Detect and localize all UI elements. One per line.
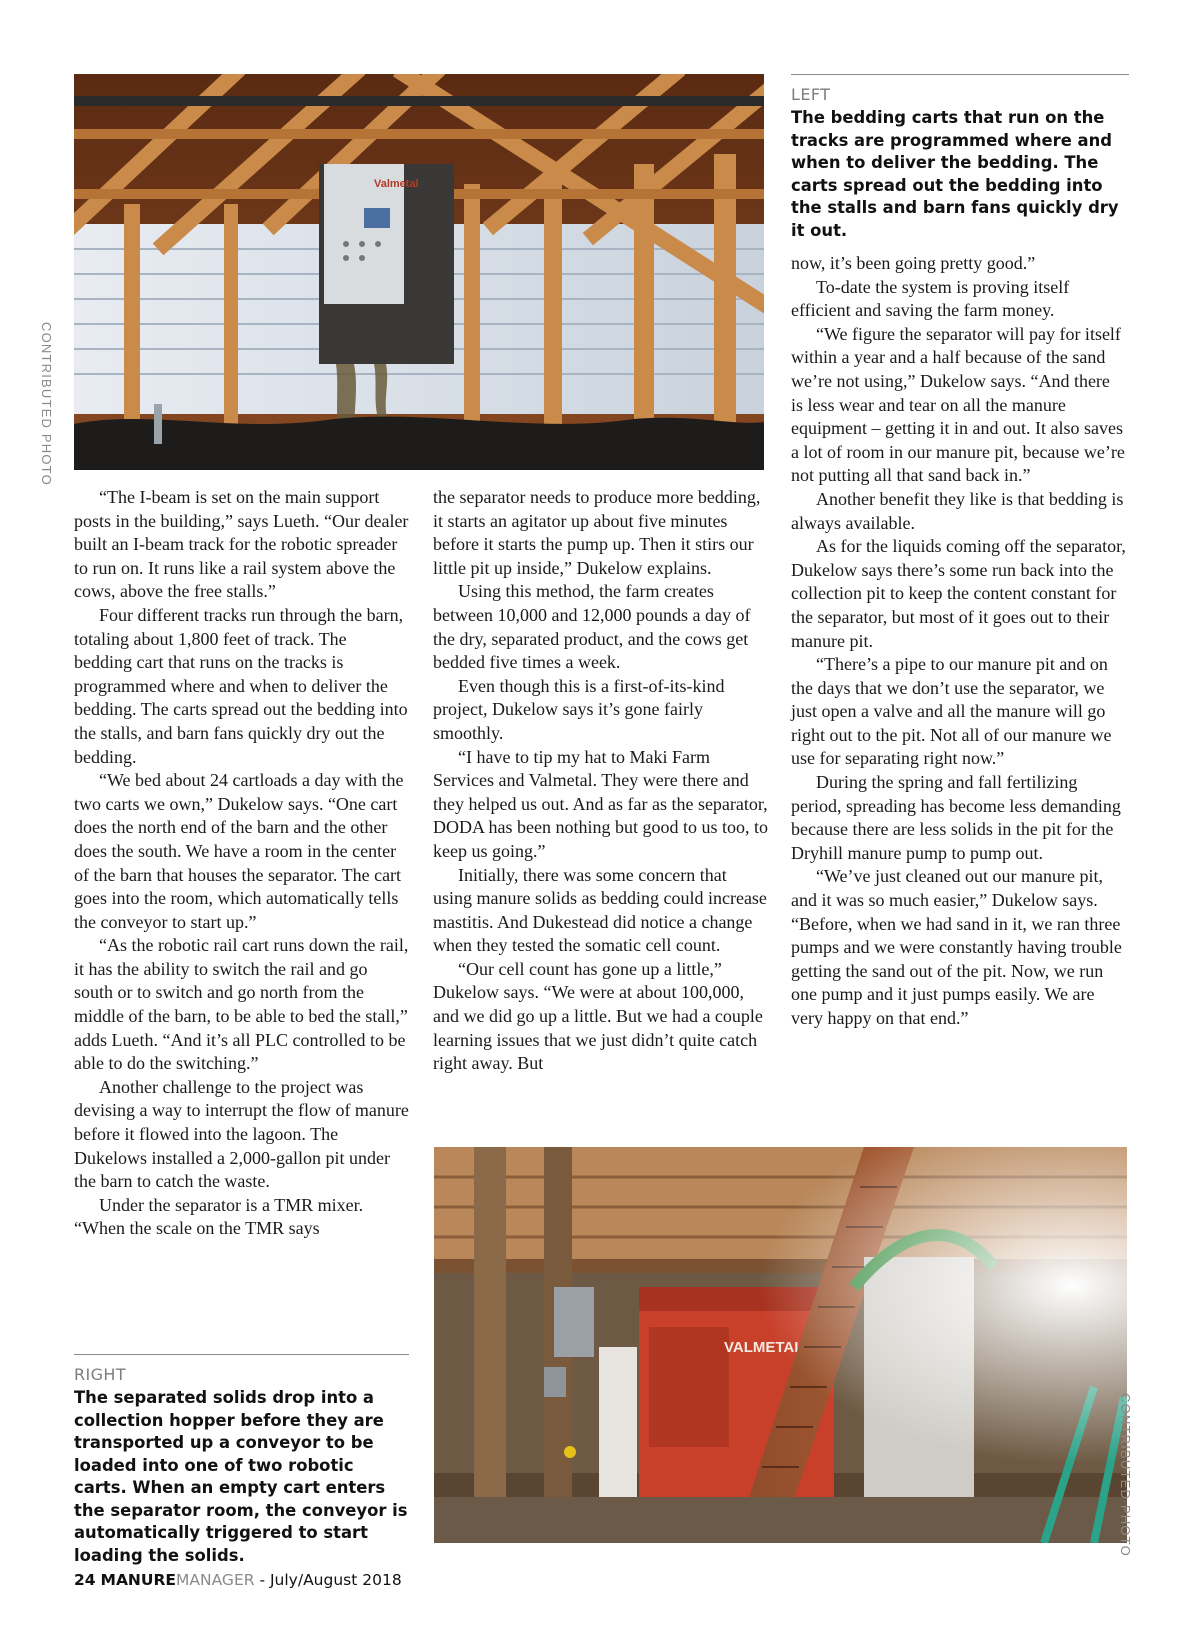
paragraph: Another challenge to the project was devising a way to interrupt the flow of manure before it flowed into the lagoon. The Dukelows installed a 2,000-gallon pit under the barn to catch the waste.	[74, 1076, 409, 1192]
article-column-middle	[433, 486, 768, 1076]
paragraph: During the spring and fall fertilizing period, spreading has become less demanding because there are less solids in the pit for the Dryhill manure pump to pump out.	[791, 772, 1121, 863]
photo-credit-bottom: CONTRIBUTED PHOTO	[1118, 1393, 1133, 1557]
paragraph: “As the robotic rail cart runs down the rail, it has the ability to switch the rail and go south or to switch and go north from the middle of the barn, to be able to bed the stall,” adds Lueth. “And it’s all PLC controlled to be able to do the switching.”	[74, 935, 409, 1074]
page-footer	[74, 1571, 402, 1589]
paragraph: “I have to tip my hat to Maki Farm Services and Valmetal. They were there and they helped us out. And as far as the separator, DODA has been nothing but good to us too, to keep us going.”	[433, 746, 768, 861]
paragraph: “Our cell count has gone up a little,” Dukelow says. “We were at about 100,000, and we did go up a little. But we had a couple learning issues that we just didn’t quite catch right away. But	[433, 958, 763, 1074]
bedding-cart-photo	[74, 74, 764, 470]
article-column-right	[791, 252, 1126, 1031]
page-number: 24	[74, 1571, 96, 1589]
caption-rule	[74, 1354, 409, 1355]
paragraph: As for the liquids coming off the separator, Dukelow says there’s some run back into the collection pit to keep the content constant for the separator, but most of it goes out to their manure pit.	[791, 536, 1126, 651]
paragraph: “We’ve just cleaned out our manure pit, and it was so much easier,” Dukelow says. “Before, when we had sand in it, we ran three pumps and we were constantly having trouble getting the sand out of the pit. Now, we run one pump and it just pumps easily. We are very happy on that end.”	[791, 866, 1122, 1028]
caption-rule	[791, 74, 1129, 75]
caption-label: LEFT	[791, 85, 831, 104]
paragraph: “We bed about 24 cartloads a day with the two carts we own,” Dukelow says. “One cart does the north end of the barn and the other does the south. We have a room in the center of the barn that houses the separator. The cart goes into the room, which automatically tells the conveyor to start up.”	[74, 770, 404, 932]
paragraph: Four different tracks run through the barn, totaling about 1,800 feet of track. The bedding cart that runs on the tracks is programmed where and when to deliver the bedding. The carts spread out the bedding into the stalls, and barn fans quickly dry out the bedding.	[74, 604, 408, 767]
paragraph: To-date the system is proving itself efficient and saving the farm money.	[791, 276, 1070, 321]
paragraph: Another benefit they like is that bedding is always available.	[791, 488, 1124, 533]
paragraph: Using this method, the farm creates between 10,000 and 12,000 pounds a day of the dry, separated product, and the cows get bedded five times a week.	[433, 581, 751, 673]
caption-text: The bedding carts that run on the tracks are programmed where and when to deliver the bedding. The carts spread out the bedding into the stalls and barn fans quickly dry it out.	[791, 108, 1119, 240]
paragraph: Under the separator is a TMR mixer. “When the scale on the TMR says	[74, 1194, 364, 1239]
magazine-name-bold: MANURE	[100, 1571, 177, 1589]
caption-left-photo	[791, 74, 1129, 242]
paragraph: “The I-beam is set on the main support posts in the building,” says Lueth. “Our dealer built an I-beam track for the robotic spreader to run on. It runs like a rail system above the cows, above the free stalls.”	[74, 487, 409, 602]
separator-room-photo	[434, 1147, 1127, 1543]
paragraph: “We figure the separator will pay for itself within a year and a half because of the sand we’re not using,” Dukelow says. “And there is less wear and tear on all the manure equipment – getting it in and out. It also saves a lot of room in our manure pit, because we’re not putting all that sand back in.”	[791, 323, 1125, 486]
cart-brand-mark: Valmetal	[374, 178, 419, 190]
issue-date: - July/August 2018	[259, 1571, 402, 1589]
caption-right-photo	[74, 1354, 409, 1567]
paragraph: Initially, there was some concern that using manure solids as bedding could increase mastitis. And Dukestead did notice a change when they tested the somatic cell count.	[433, 864, 767, 956]
caption-label: RIGHT	[74, 1365, 127, 1384]
photo-credit-top: CONTRIBUTED PHOTO	[39, 322, 54, 486]
magazine-name-light: MANAGER	[176, 1571, 255, 1589]
paragraph: “There’s a pipe to our manure pit and on the days that we don’t use the separator, we just open a valve and all the manure will go right out to the pit. Not all of our manure we use for separating right now.”	[791, 654, 1112, 769]
paragraph: Even though this is a first-of-its-kind project, Dukelow says it’s gone fairly smoothly.	[433, 675, 725, 743]
paragraph: the separator needs to produce more bedding, it starts an agitator up about five minutes before it starts the pump up. Then it stirs our little pit up inside,” Dukelow explains.	[433, 487, 761, 578]
paragraph: now, it’s been going pretty good.”	[791, 253, 1036, 273]
caption-text: The separated solids drop into a collection hopper before they are transported up a conveyor to be loaded into one of two robotic carts. When an empty cart enters the separator room, the conveyor is automatically triggered to start loading the solids.	[74, 1388, 408, 1565]
article-column-left	[74, 486, 409, 1241]
